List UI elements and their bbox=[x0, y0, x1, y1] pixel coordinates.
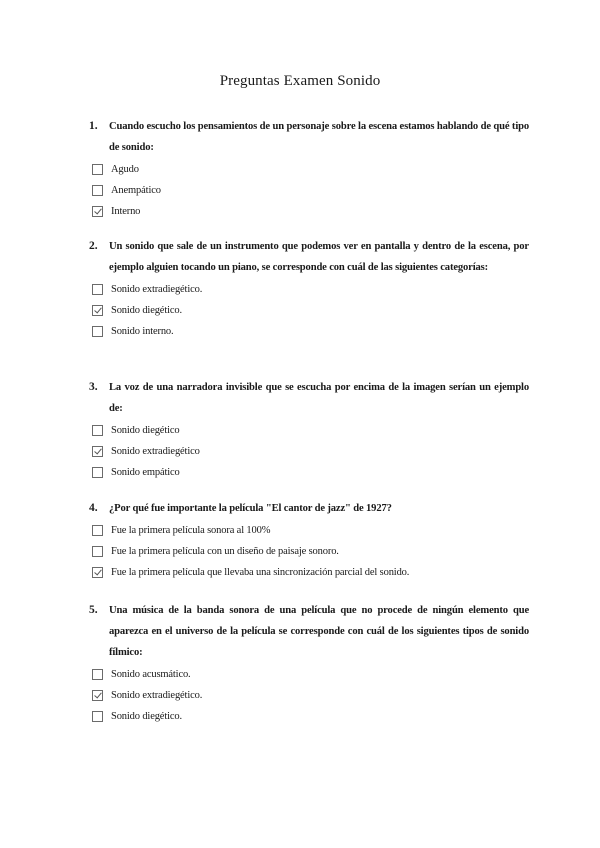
option-label: Sonido empático bbox=[111, 467, 180, 478]
checkbox[interactable] bbox=[92, 446, 103, 457]
option-item[interactable] bbox=[92, 441, 529, 462]
option-label: Agudo bbox=[111, 164, 139, 175]
checkbox[interactable] bbox=[92, 284, 103, 295]
checkbox[interactable] bbox=[92, 669, 103, 680]
question-3 bbox=[89, 377, 529, 483]
question-1 bbox=[89, 116, 529, 222]
question-text: Cuando escucho los pensamientos de un personaje sobre la escena estamos hablando de qué tipo de sonido: bbox=[109, 121, 529, 153]
option-item[interactable] bbox=[92, 180, 529, 201]
option-label: Sonido diegético bbox=[111, 425, 180, 436]
option-item[interactable] bbox=[92, 541, 529, 562]
question-text: La voz de una narradora invisible que se escucha por encima de la imagen serían un ejemplo de: bbox=[109, 382, 529, 414]
option-label: Sonido acusmático. bbox=[111, 669, 191, 680]
checkbox[interactable] bbox=[92, 525, 103, 536]
checkbox[interactable] bbox=[92, 425, 103, 436]
option-item[interactable] bbox=[92, 279, 529, 300]
checkbox[interactable] bbox=[92, 546, 103, 557]
checkbox[interactable] bbox=[92, 711, 103, 722]
option-label: Sonido extradiegético. bbox=[111, 690, 203, 701]
option-label: Anempático bbox=[111, 185, 161, 196]
question-number: 3. bbox=[89, 381, 98, 393]
question-number: 5. bbox=[89, 604, 98, 616]
question-number: 4. bbox=[89, 502, 98, 514]
option-item[interactable] bbox=[92, 462, 529, 483]
checkbox[interactable] bbox=[92, 467, 103, 478]
option-label: Sonido extradiegético bbox=[111, 446, 200, 457]
option-label: Sonido extradiegético. bbox=[111, 284, 203, 295]
question-2 bbox=[89, 236, 529, 342]
checkbox[interactable] bbox=[92, 164, 103, 175]
option-item[interactable] bbox=[92, 201, 529, 222]
page-title: Preguntas Examen Sonido bbox=[219, 73, 381, 89]
checkbox[interactable] bbox=[92, 185, 103, 196]
question-text: ¿Por qué fue importante la película "El cantor de jazz" de 1927? bbox=[109, 503, 392, 514]
option-item[interactable] bbox=[92, 562, 529, 583]
question-number: 2. bbox=[89, 240, 98, 252]
checkbox[interactable] bbox=[92, 305, 103, 316]
question-4 bbox=[89, 498, 529, 583]
option-item[interactable] bbox=[92, 706, 529, 727]
option-label: Sonido interno. bbox=[111, 326, 174, 337]
question-text: Una música de la banda sonora de una película que no procede de ningún elemento que aparezca en el universo de la película se corresponde con cuál de los siguientes tipos de sonido fílmico: bbox=[109, 605, 529, 658]
checkbox[interactable] bbox=[92, 690, 103, 701]
checkbox[interactable] bbox=[92, 206, 103, 217]
question-number: 1. bbox=[89, 120, 98, 132]
option-label: Interno bbox=[111, 206, 141, 217]
option-label: Fue la primera película sonora al 100% bbox=[111, 525, 271, 536]
option-item[interactable] bbox=[92, 420, 529, 441]
question-text: Un sonido que sale de un instrumento que podemos ver en pantalla y dentro de la escena, por ejemplo alguien tocando un piano, se corresponde con cuál de las siguientes categorías: bbox=[109, 241, 529, 273]
option-label: Fue la primera película con un diseño de paisaje sonoro. bbox=[111, 546, 339, 557]
option-label: Sonido diegético. bbox=[111, 711, 182, 722]
option-item[interactable] bbox=[92, 664, 529, 685]
option-item[interactable] bbox=[92, 321, 529, 342]
checkbox[interactable] bbox=[92, 326, 103, 337]
option-item[interactable] bbox=[92, 159, 529, 180]
option-label: Sonido diegético. bbox=[111, 305, 182, 316]
option-label: Fue la primera película que llevaba una sincronización parcial del sonido. bbox=[111, 567, 410, 578]
option-item[interactable] bbox=[92, 300, 529, 321]
question-5 bbox=[89, 600, 529, 727]
checkbox[interactable] bbox=[92, 567, 103, 578]
option-item[interactable] bbox=[92, 520, 529, 541]
option-item[interactable] bbox=[92, 685, 529, 706]
